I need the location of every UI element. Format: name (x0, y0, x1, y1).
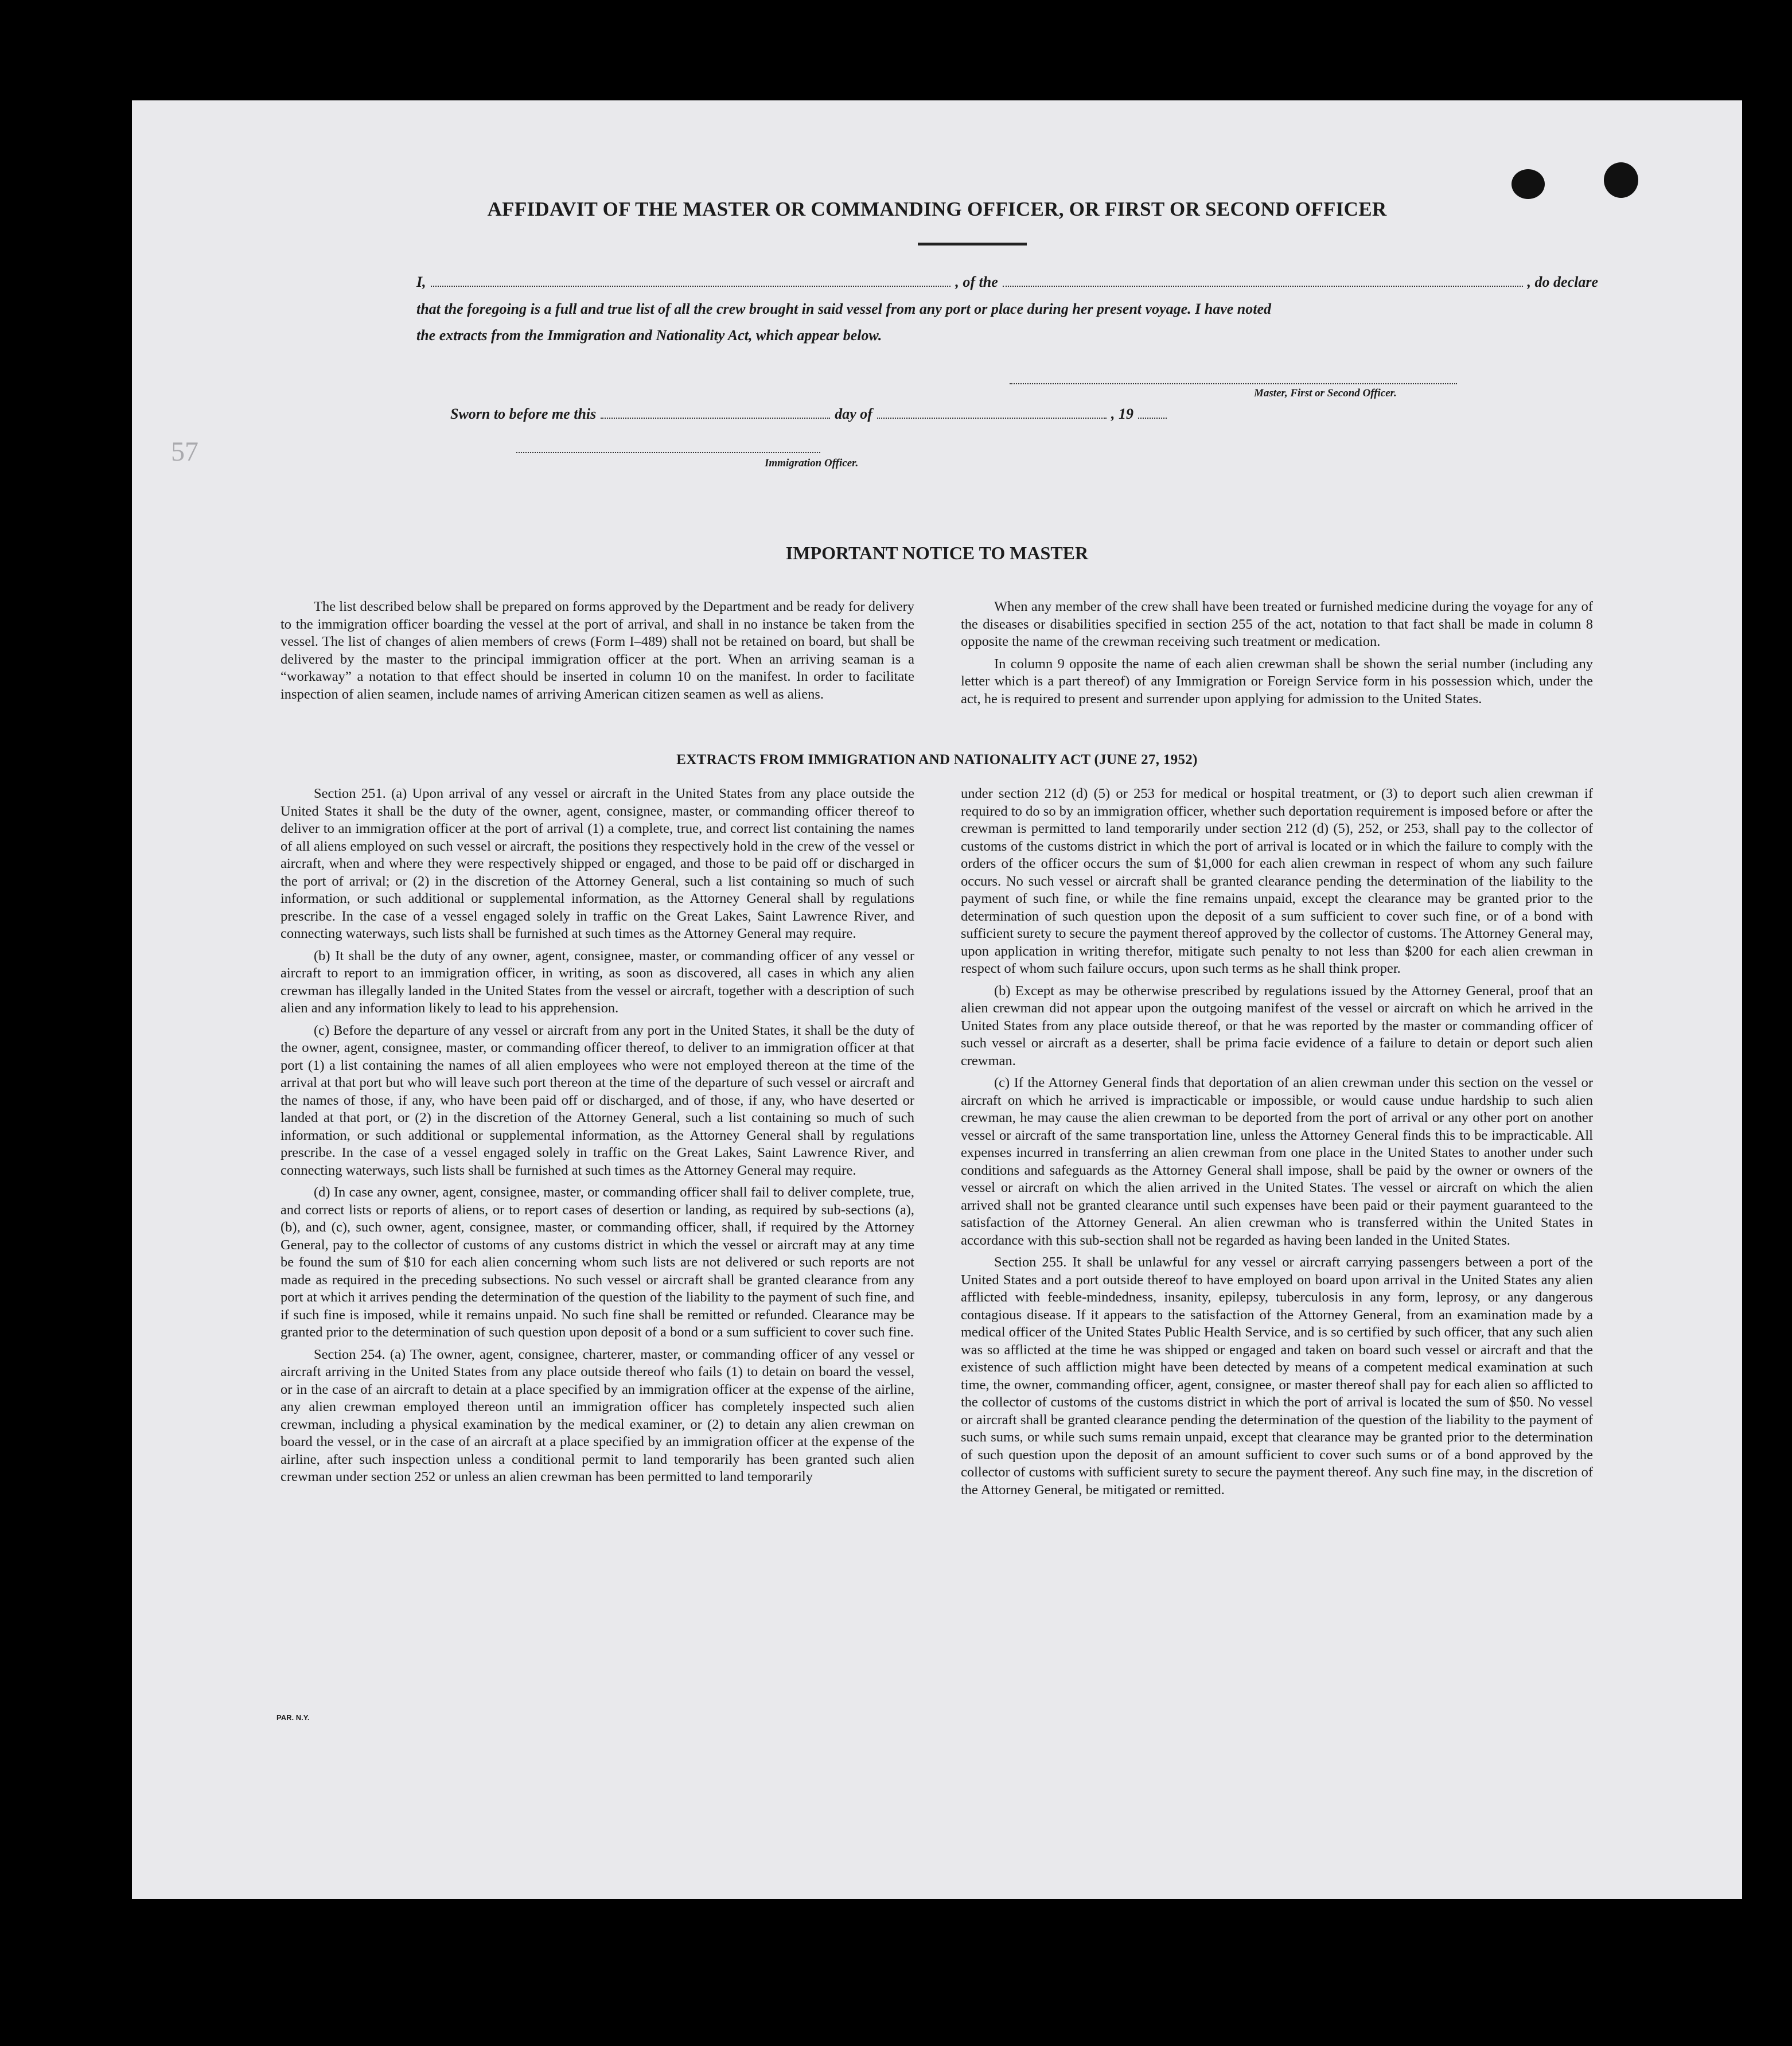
extracts-left-column (281, 785, 914, 1491)
notice-title: IMPORTANT NOTICE TO MASTER (785, 543, 1089, 563)
sworn-year-field[interactable] (1138, 406, 1167, 419)
day-of-text: day of (835, 406, 872, 422)
master-signature-line[interactable] (1010, 383, 1457, 384)
extract-paragraph: under section 212 (d) (5) or 253 for medical or hospital treatment, or (3) to deport such alien crewman if required to do so by an immigration officer, whether such deportation requirement is imposed before or after the crewman is permitted to land temporarily under section 212 (d) (5), 252, or 253, shall pay to the collector of customs of the customs district in which the port of arrival is located or in which the failure to comply with the orders of the officer occurs the sum of $1,000 for each alien crewman in respect of whom any such failure occurs. No such vessel or aircraft shall be granted clearance pending the determination of the liability to the payment of such fine, or while the fine remains unpaid, except the clearance may be granted prior to the determination of such question upon the deposit of a sum sufficient to cover such fine, or of a bond with sufficient surety to secure the payment thereof approved by the collector of customs. The Attorney General may, upon application in writing therefor, mitigate such penalty to not less than $200 for each alien crewman in respect of whom such failure occurs, upon such terms as he shall think proper. (961, 786, 1593, 976)
margin-number: 57 (171, 437, 198, 467)
extract-paragraph: (b) Except as may be otherwise prescribed by regulations issued by the Attorney General, proof that an alien crewman did not appear upon the outgoing manifest of the vessel or aircraft on which he arrived in the United States from any place outside thereof, or that he was reported by the master or commanding officer of such vessel or aircraft as a deserter, shall be prima facie evidence of a failure to detain or deport such alien crewman. (961, 983, 1593, 1069)
sworn-day-field[interactable] (601, 406, 830, 419)
extract-paragraph: (d) In case any owner, agent, consignee, master, or commanding officer shall fail to deliver complete, true, and correct lists or reports of aliens, or to report cases of desertion or landing, as required by sub-sections (a), (b), and (c), such owner, agent, consignee, master, or commanding officer, shall, if required by the Attorney General, pay to the collector of customs of any customs district in which the vessel or aircraft may at any time be found the sum of $10 for each alien concerning whom such lists are not delivered or such reports are not made as required in the preceding subsections. No such vessel or aircraft shall be granted clearance from any port at which it arrives pending the determination of the question of the liability to the payment of such fine, and if such fine is imposed, while it remains unpaid. No such fine shall be remitted or refunded. Clearance may be granted prior to the determination of such question upon deposit of a bond or a sum sufficient to cover such fine. (281, 1184, 914, 1340)
declaration-declare: , do declare (1527, 274, 1599, 290)
year-prefix: , 19 (1111, 406, 1133, 422)
notice-paragraph: When any member of the crew shall have been treated or furnished medicine during the voyage for any of the diseases or disabilities specified in section 255 of the act, notation to that fact shall be made in column 8 opposite the name of the crewman receiving such treatment or medication. (961, 599, 1593, 649)
declaration-i: I, (416, 274, 426, 290)
officer-signature-label: Immigration Officer. (765, 457, 859, 469)
extract-paragraph: (c) If the Attorney General finds that deportation of an alien crewman under this section on the vessel or aircraft on which he arrived is impracticable or impossible, or would cause undue hardship to such alien crewman, he may cause the alien crewman to be deported from the port of arrival or any other port on another vessel or aircraft of the same transportation line, unless the Attorney General finds this to be impracticable. All expenses incurred in transferring an alien crewman from one place in the United States to another under such conditions and safeguards as the Attorney General shall impose, shall be paid by the owner or owners of the vessel or aircraft on which the alien arrived in the United States. The vessel or aircraft on which the alien arrived shall not be granted clearance until such expenses have been paid or their payment guaranteed to the satisfaction of the Attorney General. An alien crewman who is transferred within the United States in accordance with this sub-section shall not be regarded as having been landed in the United States. (961, 1075, 1593, 1248)
extracts-title: EXTRACTS FROM IMMIGRATION AND NATIONALITY ACT (JUNE 27, 1952) (676, 752, 1198, 767)
master-signature-label: Master, First or Second Officer. (1254, 387, 1397, 399)
notice-paragraph: The list described below shall be prepared on forms approved by the Department and be ready for delivery to the immigration officer boarding the vessel at the port of arrival, and shall in no instance be taken from the vessel. The list of changes of alien members of crews (Form I–489) shall not be retained on board, but shall be delivered by the master to the principal immigration officer at the port. When an arriving seaman is a “workaway” a notation to that effect should be inserted in column 10 on the manifest. In order to facilitate inspection of alien seamen, include names of arriving American citizen seamen as well as aliens. (281, 599, 914, 702)
punch-hole (1604, 162, 1638, 198)
sworn-month-field[interactable] (877, 406, 1107, 419)
declaration-line-2: that the foregoing is a full and true list of all the crew brought in said vessel from any port or place during her present voyage. I have noted (416, 301, 1272, 317)
officer-signature-line[interactable] (516, 452, 820, 453)
declaration-line-3: the extracts from the Immigration and Nationality Act, which appear below. (416, 327, 882, 344)
declaration-text (416, 268, 1598, 349)
sworn-text: Sworn to before me this (450, 406, 597, 422)
extract-paragraph: (b) It shall be the duty of any owner, agent, consignee, master, or commanding officer of any vessel or aircraft to report to an immigration officer, in writing, as soon as discovered, all cases in which any alien crewman has illegally landed in the United States from the vessel or aircraft, together with a description of such alien and any information likely to lead to his apprehension. (281, 948, 914, 1016)
extract-paragraph: Section 254. (a) The owner, agent, consignee, charterer, master, or commanding officer of any vessel or aircraft arriving in the United States from any place outside thereof who fails (1) to detain on board the vessel, or in the case of an aircraft to detain at a place specified by an immigration officer at the expense of the airline, any alien crewman employed thereon until an immigration officer has completely inspected such alien crewman, including a physical examination by the medical examiner, or (2) to detain any alien crewman on board the vessel, or in the case of an aircraft at a place specified by an immigration officer at the expense of the airline, after such inspection unless a conditional permit to land temporarily has been granted such alien crewman under section 252 or unless an alien crewman has been permitted to land temporarily (281, 1346, 914, 1484)
declaration-of-the: , of the (955, 274, 998, 290)
extract-paragraph: Section 255. It shall be unlawful for any vessel or aircraft carrying passengers between a port of the United States and a port outside thereof to have employed on board upon arrival in the United States any alien afflicted with feeble-mindedness, insanity, epilepsy, tuberculosis in any form, leprosy, or any dangerous contagious disease. If it appears to the satisfaction of the Attorney General, from an examination made by a medical officer of the United States Public Health Service, and is so certified by such officer, that any such alien was so afflicted at the time he was shipped or engaged and taken on board such vessel or aircraft and that the existence of such affliction might have been detected by means of a competent medical examination at such time, the owner, commanding officer, agent, consignee, or master thereof shall pay for each alien so afflicted to the collector of customs of the customs district in which the port of arrival is located the sum of $50. No vessel or aircraft shall be granted clearance pending the determination of the question of the liability to the payment of such sums, or while such sums remain unpaid, except that clearance may be granted prior to the determination of such question upon the deposit of an amount sufficient to cover such sums or of a bond approved by the collector of customs with sufficient surety to secure the payment thereof. Any such fine may, in the discretion of the Attorney General, be mitigated or remitted. (961, 1254, 1593, 1498)
vessel-field[interactable] (1003, 274, 1523, 287)
notice-right-column (961, 598, 1593, 712)
title-rule (918, 243, 1027, 245)
extract-paragraph: (c) Before the departure of any vessel or aircraft from any port in the United States, it shall be the duty of the owner, agent, consignee, master, or commanding officer thereof, to deliver to an immigration officer at that port (1) a list containing the names of all alien employees who were not employed thereon at the time of the arrival at that port but who will leave such port thereon at the time of the departure of such vessel or aircraft and the names of those, if any, who have been paid off or discharged, and of those, if any, who have deserted or landed at that port, or (2) in the discretion of the Attorney General, such a list containing so much of such information, or such additional or supplemental information, as the Attorney General shall by regulations prescribe. In the case of a vessel engaged solely in traffic on the Great Lakes, Saint Lawrence River, and connecting waterways, such lists shall be furnished at such times as the Attorney General may require. (281, 1022, 914, 1178)
printer-mark: PAR. N.Y. (276, 1713, 310, 1722)
extract-paragraph: Section 251. (a) Upon arrival of any vessel or aircraft in the United States from any place outside the United States it shall be the duty of the owner, agent, consignee, master, or commanding officer thereof to deliver to an immigration officer at the port of arrival (1) a complete, true, and correct list containing the names of all aliens employed on such vessel or aircraft, the positions they respectively hold in the crew of the vessel or aircraft, when and where they were respectively shipped or engaged, and those to be paid off or discharged in the port of arrival; or (2) in the discretion of the Attorney General, such a list containing so much of such information, or such additional or supplemental information, as the Attorney General shall by regulations prescribe. In the case of a vessel engaged solely in traffic on the Great Lakes, Saint Lawrence River, and connecting waterways, such lists shall be furnished at such times as the Attorney General may require. (281, 786, 914, 941)
extracts-right-column (961, 785, 1593, 1503)
form-page (132, 100, 1742, 1899)
name-field[interactable] (431, 274, 951, 287)
notice-paragraph: In column 9 opposite the name of each alien crewman shall be shown the serial number (including any letter which is a part thereof) of any Immigration or Foreign Service form in his possession which, under the act, he is required to present and surrender upon applying for admission to the United States. (961, 656, 1593, 707)
punch-hole (1511, 169, 1545, 199)
notice-left-column (281, 598, 914, 708)
sworn-line (450, 406, 1339, 423)
affidavit-title: AFFIDAVIT OF THE MASTER OR COMMANDING OFFICER, OR FIRST OR SECOND OFFICER (487, 198, 1387, 220)
